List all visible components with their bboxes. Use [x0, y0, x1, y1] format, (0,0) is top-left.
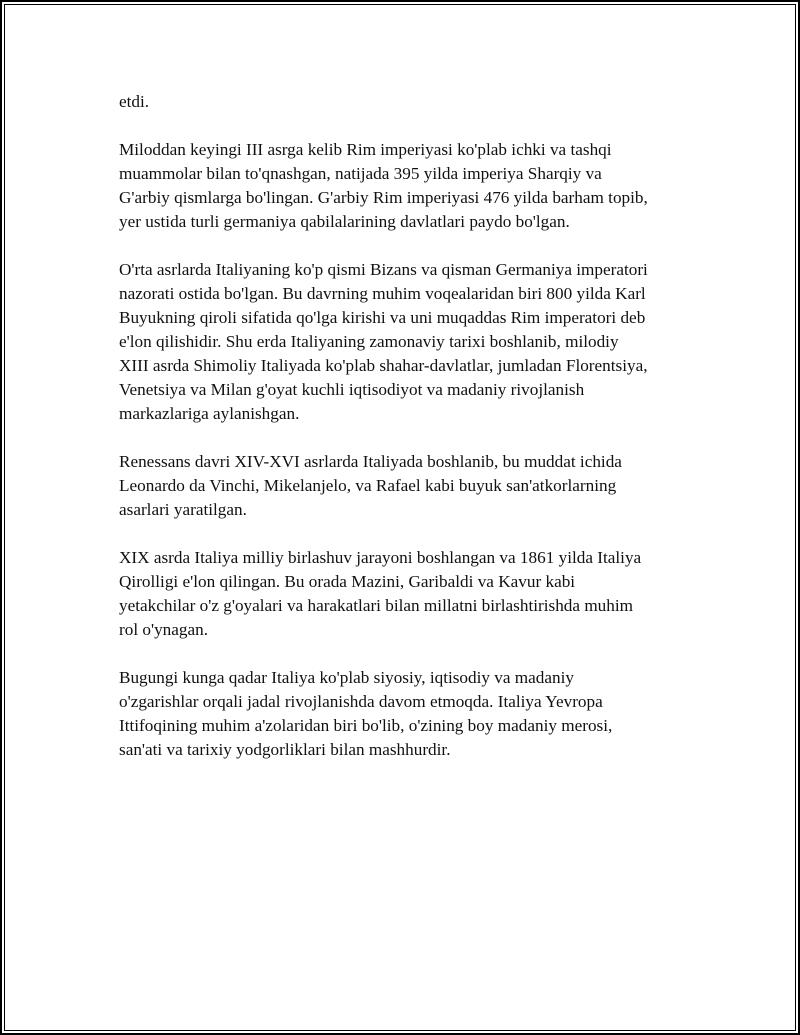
- paragraph-continuation: etdi.: [119, 92, 150, 111]
- paragraph-renaissance: Renessans davri XIV-XVI asrlarda Italiyada boshlanib, bu muddat ichida Leonardo da Vinchi, Mikelanjelo, va Rafael kabi buyuk san'atkorlarning asarlari yaratilgan.: [119, 452, 622, 519]
- paragraph-middle-ages: O'rta asrlarda Italiyaning ko'p qismi Bizans va qisman Germaniya imperatori nazorati ostida bo'lgan. Bu davrning muhim voqealaridan biri 800 yilda Karl Buyukning qiroli sifatida qo'lga kirishi va uni muqaddas Rim imperatori deb e'lon qilishidir. Shu erda Italiyaning zamonaviy tarixi boshlanib, milodiy XIII asrda Shimoliy Italiyada ko'plab shahar-davlatlar, jumladan Florentsiya, Venetsiya va Milan g'oyat kuchli iqtisodiyot va madaniy rivojlanish markazlariga aylanishgan.: [119, 260, 648, 423]
- document-body: [119, 90, 689, 786]
- paragraph-unification: XIX asrda Italiya milliy birlashuv jarayoni boshlangan va 1861 yilda Italiya Qirolligi e'lon qilingan. Bu orada Mazini, Garibaldi va Kavur kabi yetakchilar o'z g'oyalari va harakatlari bilan millatni birlashtirishda muhim rol o'ynagan.: [119, 548, 642, 639]
- paragraph-roman-empire: Miloddan keyingi III asrga kelib Rim imperiyasi ko'plab ichki va tashqi muammolar bilan to'qnashgan, natijada 395 yilda imperiya Sharqiy va G'arbiy qismlarga bo'lingan. G'arbiy Rim imperiyasi 476 yilda barham topib, yer ustida turli germaniya qabilalarining davlatlari paydo bo'lgan.: [119, 140, 648, 231]
- paragraph-modern-italy: Bugungi kunga qadar Italiya ko'plab siyosiy, iqtisodiy va madaniy o'zgarishlar orqali jadal rivojlanishda davom etmoqda. Italiya Yevropa Ittifoqining muhim a'zolaridan biri bo'lib, o'zining boy madaniy merosi, san'ati va tarixiy yodgorliklari bilan mashhurdir.: [119, 668, 613, 759]
